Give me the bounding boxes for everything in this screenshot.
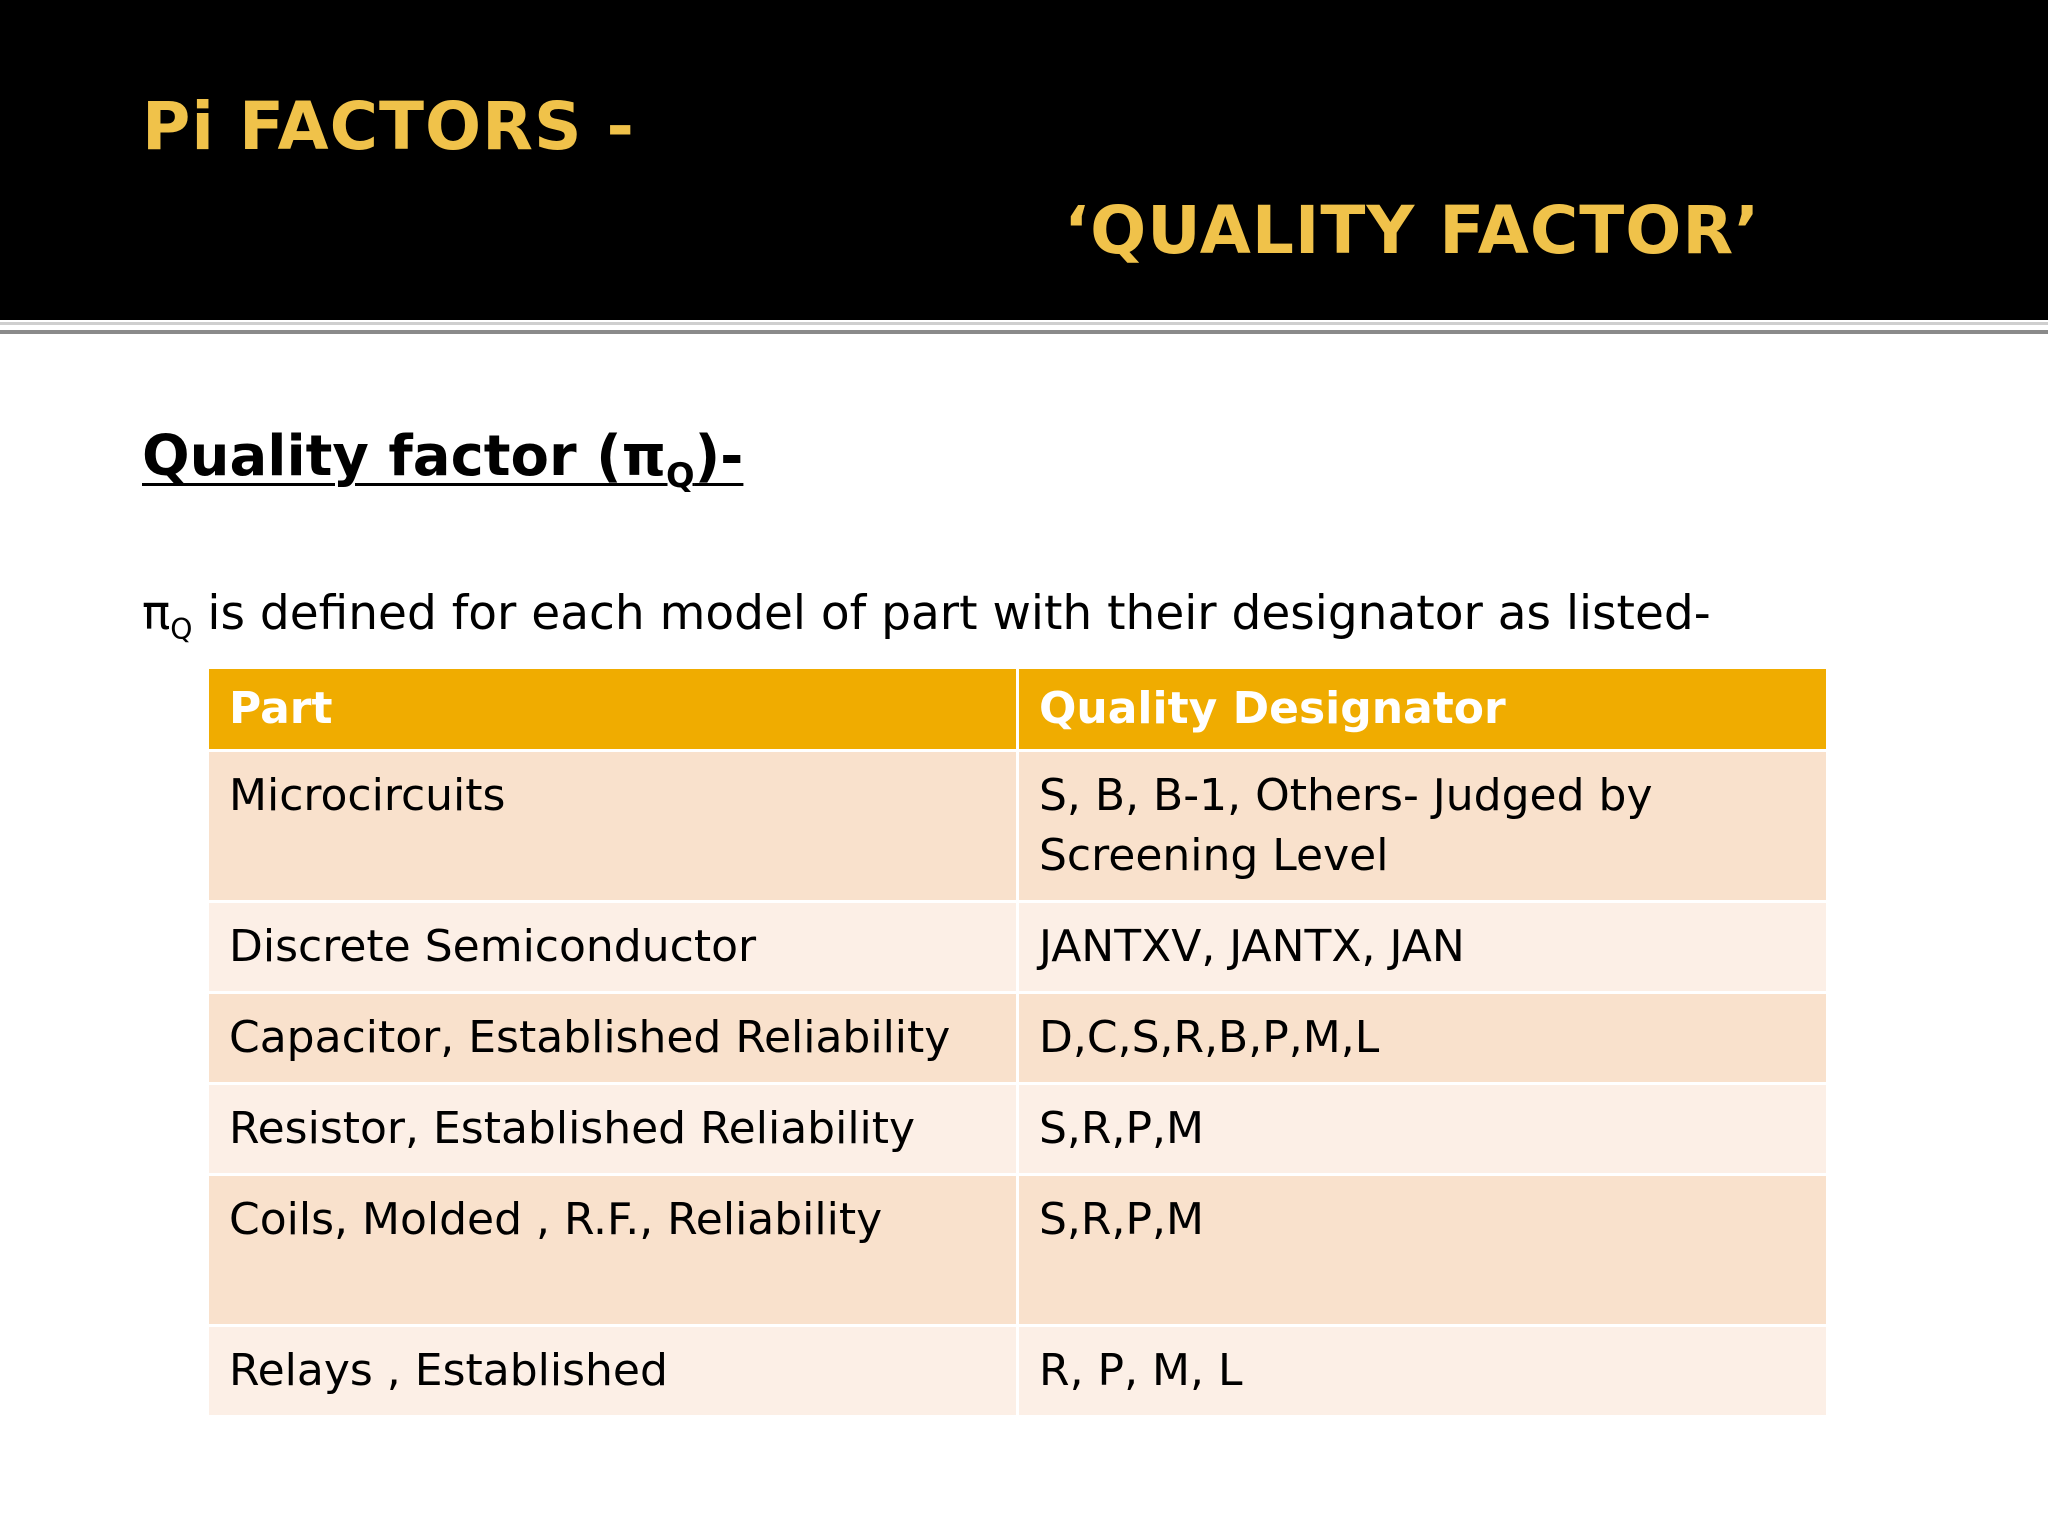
cell-designator: S,R,P,M <box>1018 1175 1828 1326</box>
cell-designator: D,C,S,R,B,P,M,L <box>1018 993 1828 1084</box>
cell-designator: S,R,P,M <box>1018 1084 1828 1175</box>
cell-designator: R, P, M, L <box>1018 1326 1828 1417</box>
cell-part: Discrete Semiconductor <box>208 902 1018 993</box>
table-row <box>208 1175 1828 1326</box>
intro-symbol: π <box>142 586 171 641</box>
table-row <box>208 751 1828 902</box>
intro-text <box>142 586 1711 646</box>
slide-title-line-1: Pi FACTORS - <box>142 88 635 165</box>
intro-subscript: Q <box>170 612 193 646</box>
quality-designator-table <box>206 666 1829 1418</box>
column-header-part: Part <box>208 668 1018 751</box>
title-bar <box>0 0 2048 320</box>
table-row <box>208 1326 1828 1417</box>
cell-part: Resistor, Established Reliability <box>208 1084 1018 1175</box>
slide-title-line-2: ‘QUALITY FACTOR’ <box>1064 192 1761 269</box>
table-row <box>208 993 1828 1084</box>
column-header-designator: Quality Designator <box>1018 668 1828 751</box>
cell-designator: S, B, B-1, Others- Judged by Screening Level <box>1018 751 1828 902</box>
section-heading <box>142 424 743 495</box>
title-divider-dark <box>0 330 2048 334</box>
table-row <box>208 902 1828 993</box>
cell-part: Coils, Molded , R.F., Reliability <box>208 1175 1018 1326</box>
cell-designator: JANTXV, JANTX, JAN <box>1018 902 1828 993</box>
heading-subscript: Q <box>666 455 695 495</box>
heading-suffix: )- <box>694 424 744 489</box>
cell-part: Relays , Established <box>208 1326 1018 1417</box>
table-header-row <box>208 668 1828 751</box>
cell-part: Capacitor, Established Reliability <box>208 993 1018 1084</box>
heading-prefix: Quality factor (π <box>142 424 667 489</box>
intro-body: is defined for each model of part with their designator as listed- <box>192 586 1711 641</box>
title-divider-light <box>0 322 2048 325</box>
cell-part: Microcircuits <box>208 751 1018 902</box>
table-row <box>208 1084 1828 1175</box>
